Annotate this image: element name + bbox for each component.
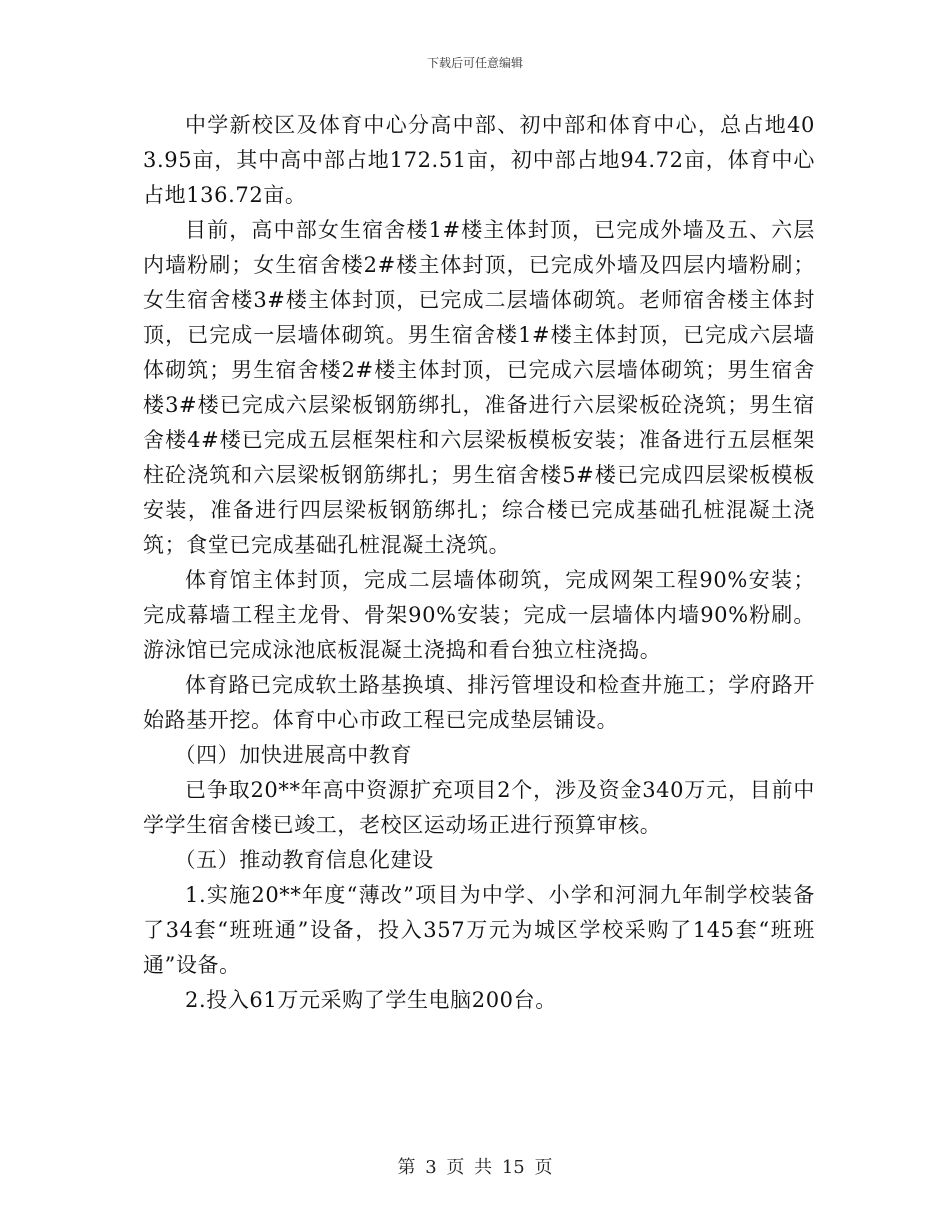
document-body [143,108,815,1018]
page-number-footer: 第 3 页 共 15 页 [397,1157,553,1178]
section-heading-high-school-education: （四）加快进展高中教育 [174,743,413,767]
list-item-student-computers: 2.投入61万元采购了学生电脑200台。 [185,988,557,1012]
list-item-banbantong-equipment: 1.实施20**年度“薄改”项目为中学、小学和河洞九年制学校装备了34套“班班通”设备，投入357万元为城区学校采购了145套“班班通”设备。 [143,883,815,977]
paragraph-gymnasium-progress: 体育馆主体封顶，完成二层墙体砌筑，完成网架工程90%安装；完成幕墙工程主龙骨、骨架90%安装；完成一层墙体内墙90%粉刷。游泳馆已完成泳池底板混凝土浇捣和看台独立柱浇捣。 [143,568,815,662]
header-note: 下载后可任意编辑 [426,56,523,70]
paragraph-road-progress: 体育路已完成软土路基换填、排污管埋设和检查井施工；学府路开始路基开挖。体育中心市政工程已完成垫层铺设。 [143,673,815,732]
paragraph-high-school-resources: 已争取20**年高中资源扩充项目2个，涉及资金340万元，目前中学学生宿舍楼已竣工，老校区运动场正进行预算审核。 [143,778,815,837]
paragraph-campus-overview: 中学新校区及体育中心分高中部、初中部和体育中心，总占地403.95亩，其中高中部占地172.51亩，初中部占地94.72亩，体育中心占地136.72亩。 [143,113,815,207]
section-heading-education-informatization: （五）推动教育信息化建设 [174,848,434,872]
paragraph-dormitory-progress: 目前，高中部女生宿舍楼1#楼主体封顶，已完成外墙及五、六层内墙粉刷；女生宿舍楼2#楼主体封顶，已完成外墙及四层内墙粉刷；女生宿舍楼3#楼主体封顶，已完成二层墙体砌筑。老师宿舍楼主体封顶，已完成一层墙体砌筑。男生宿舍楼1#楼主体封顶，已完成六层墙体砌筑；男生宿舍楼2#楼主体封顶，已完成六层墙体砌筑；男生宿舍楼3#楼已完成六层梁板钢筋绑扎，准备进行六层梁板砼浇筑；男生宿舍楼4#楼已完成五层框架柱和六层梁板模板安装；准备进行五层框架柱砼浇筑和六层梁板钢筋绑扎；男生宿舍楼5#楼已完成四层梁板模板安装，准备进行四层梁板钢筋绑扎；综合楼已完成基础孔桩混凝土浇筑；食堂已完成基础孔桩混凝土浇筑。 [143,218,815,557]
